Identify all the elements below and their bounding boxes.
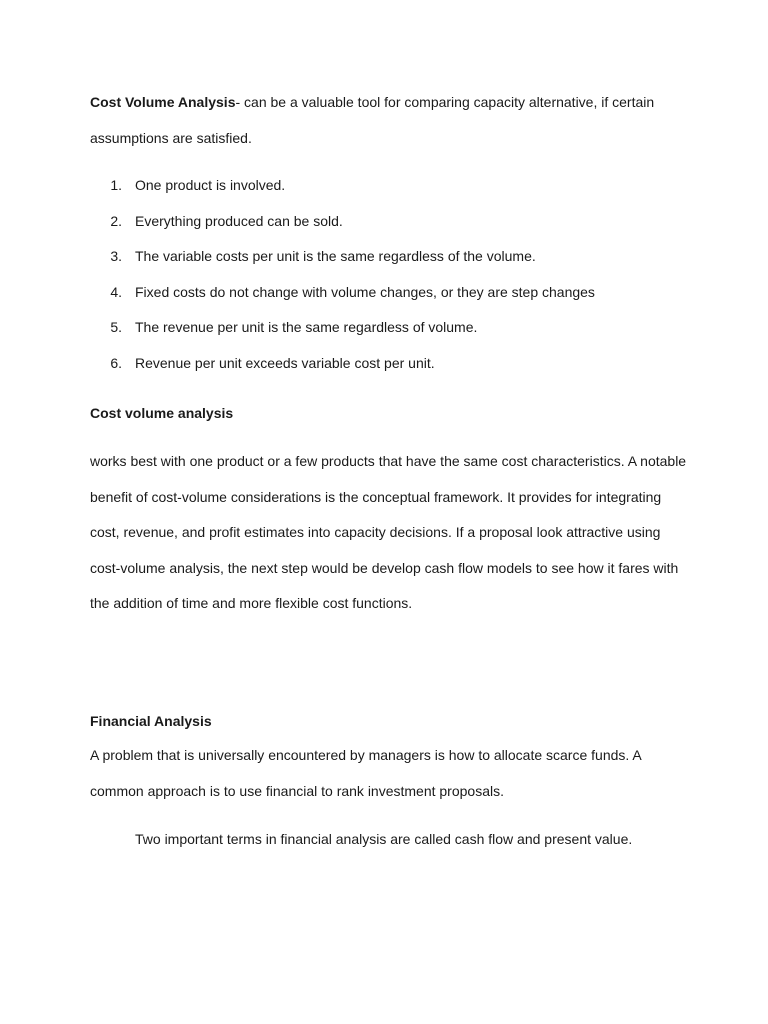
list-item — [90, 239, 690, 275]
list-item-text: Fixed costs do not change with volume changes, or they are step changes — [135, 283, 595, 300]
section-heading-financial: Financial Analysis — [90, 713, 212, 729]
financial-indented-paragraph: Two important terms in financial analysis are called cash flow and present value. — [135, 831, 633, 847]
financial-paragraph: A problem that is universally encountered by managers is how to allocate scarce funds. A common approach is to use financial to rank investment proposals. — [90, 747, 641, 799]
list-item-number: 6. — [110, 354, 122, 371]
list-item — [90, 168, 690, 204]
cost-volume-paragraph: works best with one product or a few products that have the same cost characteristics. A notable benefit of cost-volume considerations is the conceptual framework. It provides for integrating cost, revenue, and profit estimates into capacity decisions. If a proposal look attractive using cost-volume analysis, the next step would be develop cash flow models to see how it fares with the addition of time and more flexible cost functions. — [90, 453, 687, 611]
list-item — [90, 310, 690, 346]
assumptions-list — [90, 168, 690, 382]
list-item — [90, 204, 690, 240]
list-item-number: 2. — [110, 212, 122, 229]
list-item-number: 4. — [110, 283, 122, 300]
list-item — [90, 275, 690, 311]
list-item-text: The variable costs per unit is the same regardless of the volume. — [135, 248, 536, 265]
intro-text: - can be a valuable tool for comparing capacity alternative, if certain assumptions are satisfied. — [90, 94, 655, 146]
list-item-text: Revenue per unit exceeds variable cost per unit. — [135, 354, 435, 371]
section-heading-cost-volume: Cost volume analysis — [90, 405, 234, 421]
list-item-text: Everything produced can be sold. — [135, 212, 343, 229]
list-item-number: 1. — [110, 177, 122, 193]
list-item-number: 5. — [110, 319, 122, 336]
list-item-text: One product is involved. — [135, 177, 286, 193]
list-item-number: 3. — [110, 248, 122, 265]
intro-term: Cost Volume Analysis — [90, 94, 236, 110]
intro-paragraph — [90, 85, 690, 156]
list-item-text: The revenue per unit is the same regardless of volume. — [135, 319, 478, 336]
list-item — [90, 346, 690, 382]
